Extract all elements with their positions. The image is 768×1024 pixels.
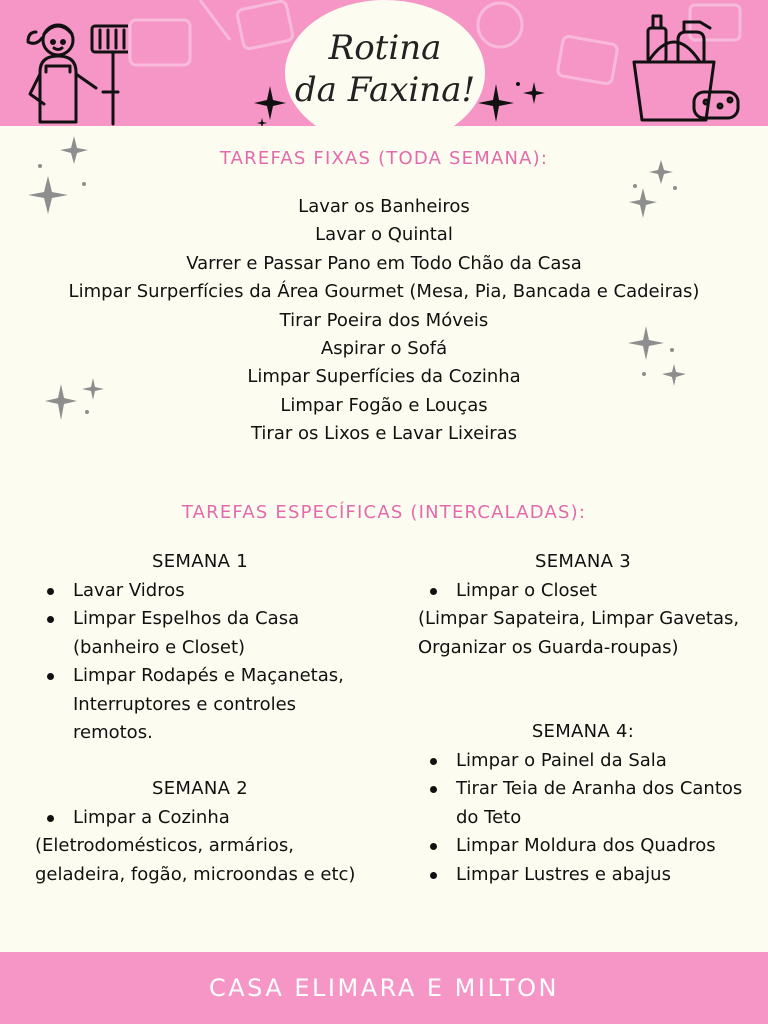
week-3-note: (Limpar Sapateira, Limpar Gavetas, Organizar os Guarda-roupas)	[418, 608, 740, 658]
sparkle-icon	[625, 158, 685, 224]
page-title-line-2: da Faxina!	[294, 70, 476, 110]
list-item: Tirar Teia de Aranha dos Cantos do Teto	[418, 775, 748, 832]
list-item: Limpar Surperfícies da Área Gourmet (Mesa, Pia, Bancada e Cadeiras)	[68, 281, 700, 303]
week-2-block	[35, 775, 365, 889]
week-3-block	[418, 548, 748, 662]
week-1-block	[35, 548, 365, 748]
list-item: Limpar Rodapés e Maçanetas, Interruptores e controles remotos.	[35, 662, 365, 748]
sparkle-icon	[28, 132, 98, 222]
week-3-title: SEMANA 3	[535, 551, 631, 572]
sparkle-icon	[250, 82, 290, 126]
list-item: Aspirar o Sofá	[320, 338, 448, 360]
fixed-tasks-heading: TAREFAS FIXAS (TODA SEMANA):	[219, 148, 549, 169]
sparkle-icon	[478, 78, 548, 124]
week-2-note: (Eletrodomésticos, armários, geladeira, fogão, microondas e etc)	[35, 835, 356, 885]
footer-banner	[0, 952, 768, 1024]
cleaning-bucket-icon	[628, 10, 743, 125]
fixed-tasks-list	[0, 193, 768, 449]
week-4-block	[418, 718, 748, 889]
list-item: Tirar os Lixos e Lavar Lixeiras	[250, 423, 518, 445]
list-item: Lavar o Quintal	[315, 224, 453, 246]
week-1-title: SEMANA 1	[152, 551, 248, 572]
page-title-line-1: Rotina	[328, 28, 442, 68]
list-item: Varrer e Passar Pano em Todo Chão da Casa	[186, 252, 582, 274]
list-item: Limpar Moldura dos Quadros	[418, 832, 748, 861]
sparkle-icon	[620, 322, 694, 392]
header-banner	[0, 0, 768, 126]
list-item: Lavar os Banheiros	[298, 196, 470, 217]
specific-tasks-heading: TAREFAS ESPECÍFICAS (INTERCALADAS):	[181, 502, 587, 523]
list-item: Tirar Poeira dos Móveis	[279, 309, 489, 331]
week-2-title: SEMANA 2	[152, 778, 248, 799]
list-item: Limpar Fogão e Louças	[280, 394, 488, 416]
sparkle-icon	[45, 376, 107, 422]
footer-text: CASA ELIMARA E MILTON	[208, 974, 560, 1002]
week-4-title: SEMANA 4:	[531, 721, 635, 742]
list-item: Limpar a Cozinha	[35, 804, 365, 833]
list-item: Limpar Superfícies da Cozinha	[247, 366, 521, 388]
list-item: Lavar Vidros	[35, 577, 365, 606]
cleaning-lady-icon	[18, 12, 128, 126]
list-item: Limpar o Closet	[418, 577, 748, 606]
list-item: Limpar Espelhos da Casa (banheiro e Closet)	[35, 605, 365, 662]
list-item: Limpar Lustres e abajus	[418, 861, 748, 890]
list-item: Limpar o Painel da Sala	[418, 747, 748, 776]
